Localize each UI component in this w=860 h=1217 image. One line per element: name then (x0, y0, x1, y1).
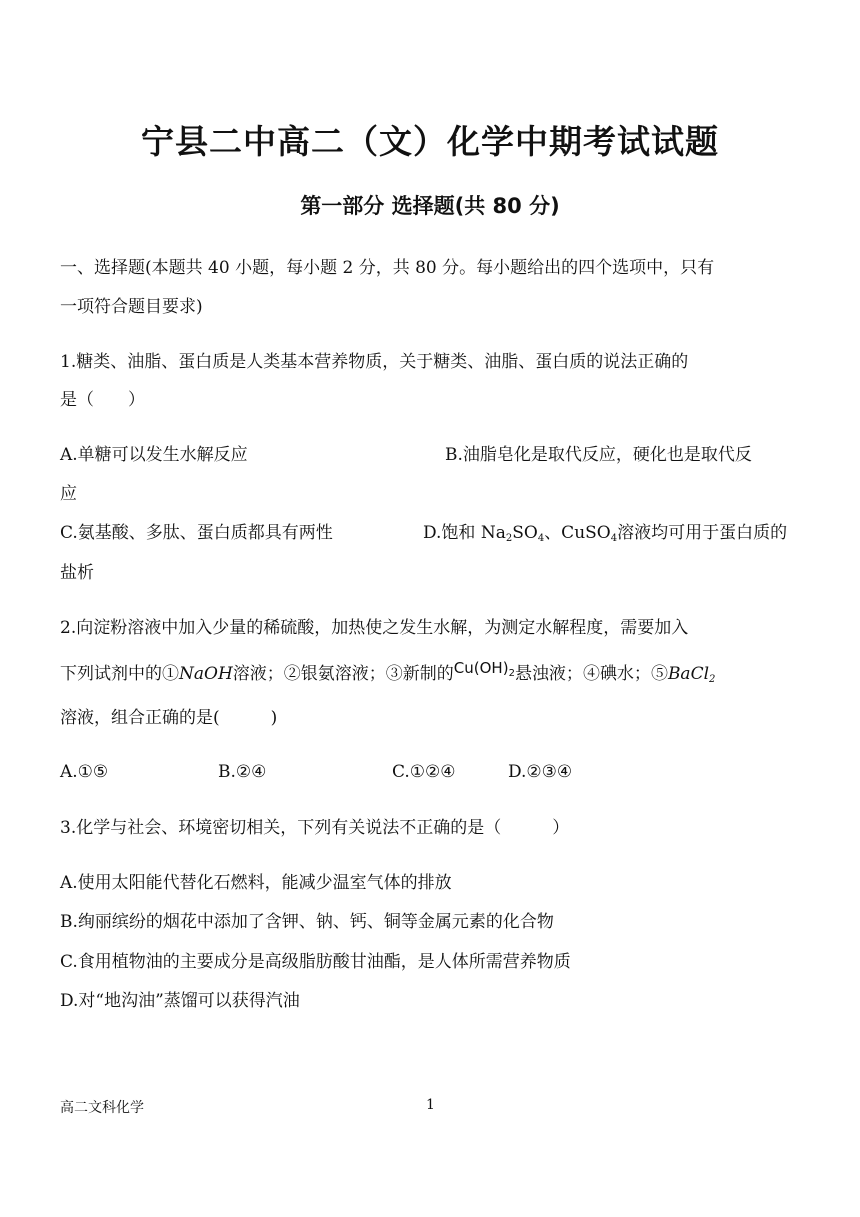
q2-stem-line-3: 溶液，组合正确的是( ) (60, 708, 278, 728)
q2-stem-line-2: 下列试剂中的①NaOH溶液；②银氨溶液；③新制的$Cu(OH)_2$悬浊液；④碘水；⑤BaCl$_2$ (60, 659, 716, 685)
q1-option-d: D.饱和 $Na_2SO_4$、CuSO$_4$溶液均可用于蛋白质的 (423, 523, 788, 544)
q1-option-a: A.单糖可以发生水解反应 (60, 445, 248, 465)
q3-option-d: D.对“地沟油”蒸馏可以获得汽油 (60, 991, 300, 1011)
q2-option-d: D.②③④ (508, 762, 573, 782)
q3-option-c: C.食用植物油的主要成分是高级脂肪酸甘油酯，是人体所需营养物质 (60, 952, 571, 972)
q3-option-a: A.使用太阳能代替化石燃料，能减少温室气体的排放 (60, 873, 452, 893)
section-subtitle: 第一部分 选择题(共 80 分) (300, 194, 560, 218)
circled-1: ① (162, 664, 179, 684)
q2-option-a: A.①⑤ (60, 762, 109, 782)
naoh-formula: NaOH (179, 664, 233, 684)
cuoh2-formula: $Cu(OH)_2$ (453, 659, 515, 679)
page-title: 宁县二中高二（文）化学中期考试试题 (141, 122, 719, 161)
bacl2-formula: BaCl$_2$ (667, 664, 716, 685)
q2-stem-line-1: 2.向淀粉溶液中加入少量的稀硫酸，加热使之发生水解，为测定水解程度，需要加入 (60, 618, 689, 638)
section-intro-line-1: 一、选择题(本题共 40 小题，每小题 2 分，共 80 分。每小题给出的四个选项中，只有 (60, 258, 715, 278)
q3-option-b: B.绚丽缤纷的烟花中添加了含钾、钠、钙、铜等金属元素的化合物 (60, 912, 554, 932)
q1-option-b: B.油脂皂化是取代反应，硬化也是取代反 (445, 445, 752, 465)
q1-stem-line-1: 1.糖类、油脂、蛋白质是人类基本营养物质，关于糖类、油脂、蛋白质的说法正确的 (60, 352, 689, 372)
q2-option-c: C.①②④ (392, 762, 456, 782)
section-intro-line-2: 一项符合题目要求) (60, 297, 203, 317)
q1-option-c: C.氨基酸、多肽、蛋白质都具有两性 (60, 523, 333, 543)
footer-label: 高二文科化学 (60, 1100, 144, 1116)
q1-option-b-cont: 应 (60, 484, 77, 504)
q1-option-d-cont: 盐析 (60, 563, 94, 583)
q3-stem: 3.化学与社会、环境密切相关，下列有关说法不正确的是（ ） (60, 818, 570, 838)
page-number: 1 (426, 1097, 435, 1113)
q1-stem-line-2: 是（ ） (60, 390, 145, 410)
q2-option-b: B.②④ (218, 762, 267, 782)
